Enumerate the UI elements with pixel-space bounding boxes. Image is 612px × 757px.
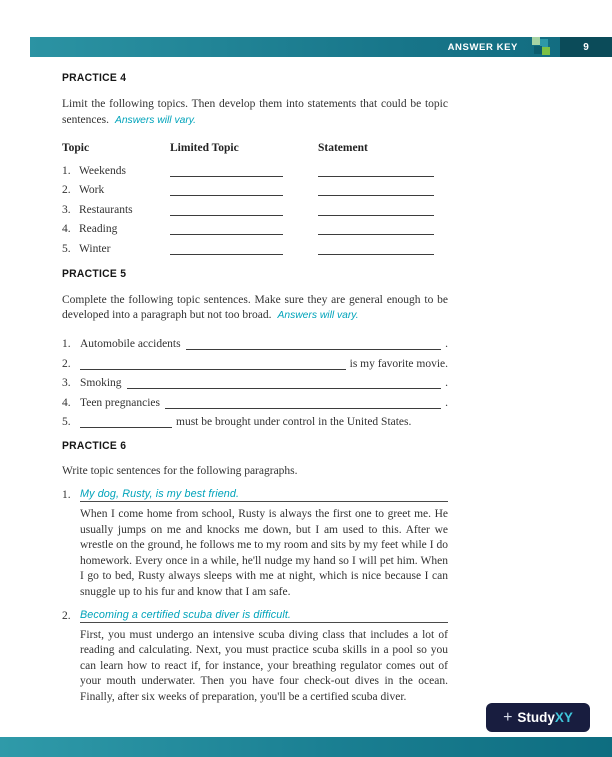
practice-5-list — [62, 331, 448, 429]
item-number: 4. — [62, 396, 71, 409]
topic-label: Restaurants — [79, 203, 133, 216]
item-post-text: must be brought under control in the United States. — [176, 416, 412, 429]
blank-line — [170, 243, 283, 255]
brand-xy-text: XY — [554, 710, 573, 725]
column-header-topic: Topic — [62, 142, 90, 154]
cube-square — [532, 37, 540, 45]
table-header-row — [62, 142, 448, 157]
table-row — [62, 157, 448, 177]
practice-5-heading: PRACTICE 5 — [62, 267, 127, 280]
table-row — [62, 196, 448, 216]
fill-in-item — [62, 350, 448, 370]
item-pre-text: Teen pregnancies — [80, 396, 160, 409]
blank-line — [186, 338, 442, 350]
page-content — [62, 72, 448, 706]
blank-line — [170, 184, 283, 196]
blank-line — [80, 358, 346, 370]
topic-sentence-answer-row — [62, 609, 448, 623]
item-post-text: . — [445, 377, 448, 390]
topic-label: Work — [79, 184, 105, 196]
table-row — [62, 177, 448, 197]
cube-square — [534, 46, 542, 54]
brand-study-text: Study — [517, 710, 555, 725]
practice-4-instruction-text: Limit the following topics. Then develop them into statements that could be topic sentences. — [62, 98, 448, 126]
item-post-text: . — [445, 338, 448, 351]
answers-will-vary-note: Answers will vary. — [114, 114, 197, 126]
page-header-bar — [30, 37, 612, 57]
blank-line — [318, 243, 434, 255]
reading-paragraph: When I come home from school, Rusty is always the first one to greet me. He usually jumps on me and knocks me down, but I am used to this. After we wrestle on the ground, he follows me to my room and sits by my feet while I do homework. Every once in a while, he'll nudge my hand so I will pet him. When I go to bed, Rusty always sleeps with me at night, which is nice because I can snuggle up to his fur and know that I am safe. — [80, 507, 448, 598]
answers-will-vary-note: Answers will vary. — [277, 310, 359, 321]
brand-name — [517, 710, 573, 725]
row-number: 1. — [62, 164, 71, 177]
blank-line — [318, 165, 434, 177]
practice-6-heading: PRACTICE 6 — [62, 440, 127, 453]
blank-line — [318, 184, 434, 196]
practice-4-instructions — [62, 97, 448, 128]
row-number: 4. — [62, 223, 71, 235]
topic-label: Reading — [79, 223, 118, 235]
fill-in-item — [62, 389, 448, 409]
blank-line — [127, 377, 442, 389]
item-pre-text: Automobile accidents — [80, 338, 181, 351]
item-number: 2. — [62, 609, 71, 622]
blank-line — [170, 204, 283, 216]
row-number: 5. — [62, 242, 71, 255]
item-number: 1. — [62, 488, 71, 501]
column-header-statement: Statement — [318, 142, 368, 154]
practice-5-instruction-text: Complete the following topic sentences. Make sure they are general enough to be developed into a paragraph but not too broad. — [62, 293, 448, 321]
brand-cube-icon — [530, 37, 552, 57]
blank-line — [170, 165, 283, 177]
answer-underline — [80, 609, 448, 623]
fill-in-item — [62, 409, 448, 429]
item-post-text: is my favorite movie. — [349, 357, 448, 370]
item-number: 1. — [62, 338, 71, 351]
practice-5-instructions — [62, 293, 448, 324]
fill-in-item — [62, 331, 448, 351]
page-footer-bar — [0, 737, 612, 757]
cube-square — [542, 47, 550, 55]
answer-underline — [80, 488, 448, 502]
handwritten-answer: Becoming a certified scuba diver is difficult. — [80, 608, 292, 621]
plus-icon: + — [503, 708, 513, 726]
reading-paragraph: First, you must undergo an intensive scuba diving class that includes a lot of reading and calculating. Next, you must practice scuba skills in a pool so you can learn how to react if, for instance, your breathing regulator comes out of your mouth underwater. Then you have four check-out dives in the ocean. Finally, after six weeks of preparation, you'll be a certified scuba diver. — [80, 628, 448, 703]
row-number: 3. — [62, 203, 71, 216]
page-number-segment — [560, 37, 612, 57]
table-row — [62, 216, 448, 236]
item-number: 3. — [62, 377, 71, 390]
blank-line — [80, 416, 172, 428]
page-number: 9 — [583, 41, 589, 53]
handwritten-answer: My dog, Rusty, is my best friend. — [80, 487, 240, 500]
item-number: 2. — [62, 357, 71, 370]
studyxy-badge — [486, 703, 590, 732]
table-row — [62, 235, 448, 255]
topic-label: Winter — [79, 242, 111, 255]
blank-line — [318, 223, 434, 235]
practice-6-instruction-text: Write topic sentences for the following paragraphs. — [62, 465, 298, 478]
fill-in-item — [62, 370, 448, 390]
item-pre-text: Smoking — [80, 377, 122, 390]
blank-line — [165, 397, 441, 409]
practice-6-instructions — [62, 464, 448, 480]
row-number: 2. — [62, 184, 71, 196]
blank-line — [170, 223, 283, 235]
practice-4-heading: PRACTICE 4 — [62, 72, 127, 84]
column-header-limited-topic: Limited Topic — [170, 142, 239, 154]
topic-sentence-answer-row — [62, 488, 448, 502]
item-number: 5. — [62, 416, 71, 429]
practice-4-table — [62, 142, 448, 255]
blank-line — [318, 204, 434, 216]
topic-label: Weekends — [79, 164, 126, 177]
item-post-text: . — [445, 396, 448, 409]
answer-key-label: ANSWER KEY — [447, 41, 518, 53]
